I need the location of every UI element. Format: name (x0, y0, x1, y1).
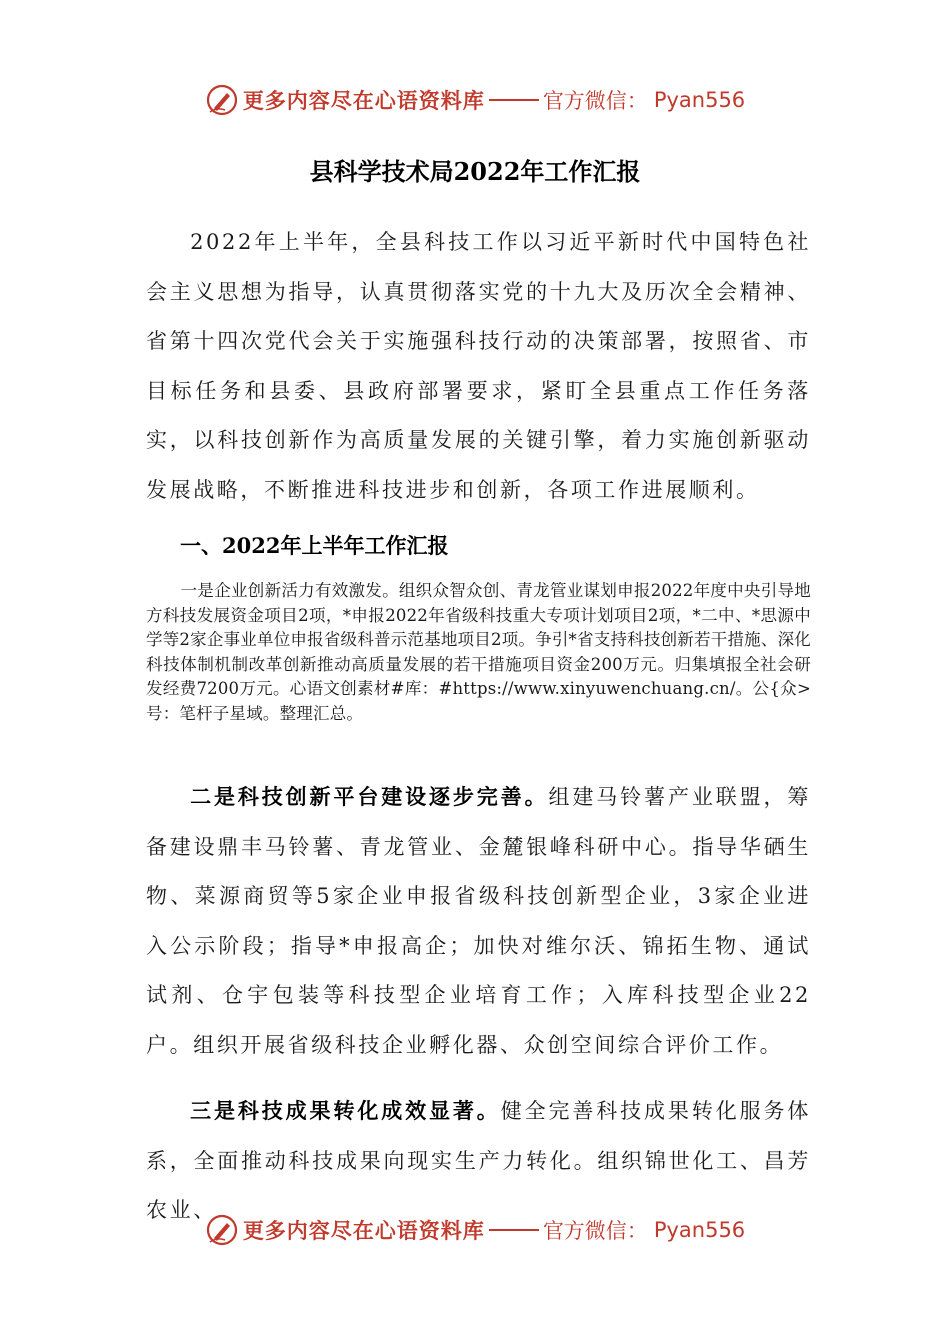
footer-watermark-banner (0, 1210, 950, 1250)
banner-wechat-id: Pyan556 (653, 1218, 746, 1242)
item-3-lead: 三是科技成果转化成效显著。 (190, 1098, 501, 1123)
banner-brand-text: 更多内容尽在心语资料库 (242, 1218, 485, 1243)
document-title: 县科学技术局2022年工作汇报 (309, 157, 641, 186)
section-heading: 一、2022年上半年工作汇报 (180, 533, 449, 558)
item-2-body: 组建马铃薯产业联盟，筹备建设鼎丰马铃薯、青龙管业、金麓银峰科研中心。指导华硒生物、菜源商贸等5家企业申报省级科技创新型企业，3家企业进入公示阶段；指导*申报高企；加快对维尔沃、锦拓生物、通试试剂、仓宇包装等科技型企业培育工作；入库科技型企业22户。组织开展省级科技企业孵化器、众创空间综合评价工作。 (146, 785, 812, 1057)
intro-paragraph: 2022年上半年，全县科技工作以习近平新时代中国特色社会主义思想为指导，认真贯彻落实党的十九大及历次全会精神、省第十四次党代会关于实施强科技行动的决策部署，按照省、市目标任务和县委、县政府部署要求，紧盯全县重点工作任务落实，以科技创新作为高质量发展的关键引擎，着力实施创新驱动发展战略，不断推进科技进步和创新，各项工作进展顺利。 (146, 230, 811, 502)
item-2-paragraph (146, 772, 811, 1071)
header-watermark-banner (0, 80, 950, 120)
banner-dash-divider (489, 1229, 539, 1231)
pen-logo-icon (205, 83, 239, 117)
item-3-body: 健全完善科技成果转化服务体系，全面推动科技成果向现实生产力转化。组织锦世化工、昌芳农业、 (146, 1099, 811, 1223)
banner-wechat-id: Pyan556 (653, 88, 746, 112)
banner-contact-label: 官方微信： (542, 1219, 648, 1243)
pen-logo-icon (205, 1213, 239, 1247)
item-1-paragraph: 一是企业创新活力有效激发。组织众智众创、青龙管业谋划申报2022年度中央引导地方科技发展资金项目2项，*申报2022年省级科技重大专项计划项目2项，*二中、*思源中学等2家企事业单位申报省级科普示范基地项目2项。争引*省支持科技创新若干措施、深化科技体制机制改革创新推动高质量发展的若干措施项目资金200万元。归集填报全社会研发经费7200万元。心语文创素材#库：#https://www.xinyuwenchuang.cn/。公{众>号：笔杆子星域。整理汇总。 (146, 581, 811, 723)
item-2-lead: 二是科技创新平台建设逐步完善。 (190, 784, 549, 809)
banner-dash-divider (489, 99, 539, 101)
banner-contact-label: 官方微信： (542, 89, 648, 113)
banner-brand-text: 更多内容尽在心语资料库 (242, 88, 485, 113)
